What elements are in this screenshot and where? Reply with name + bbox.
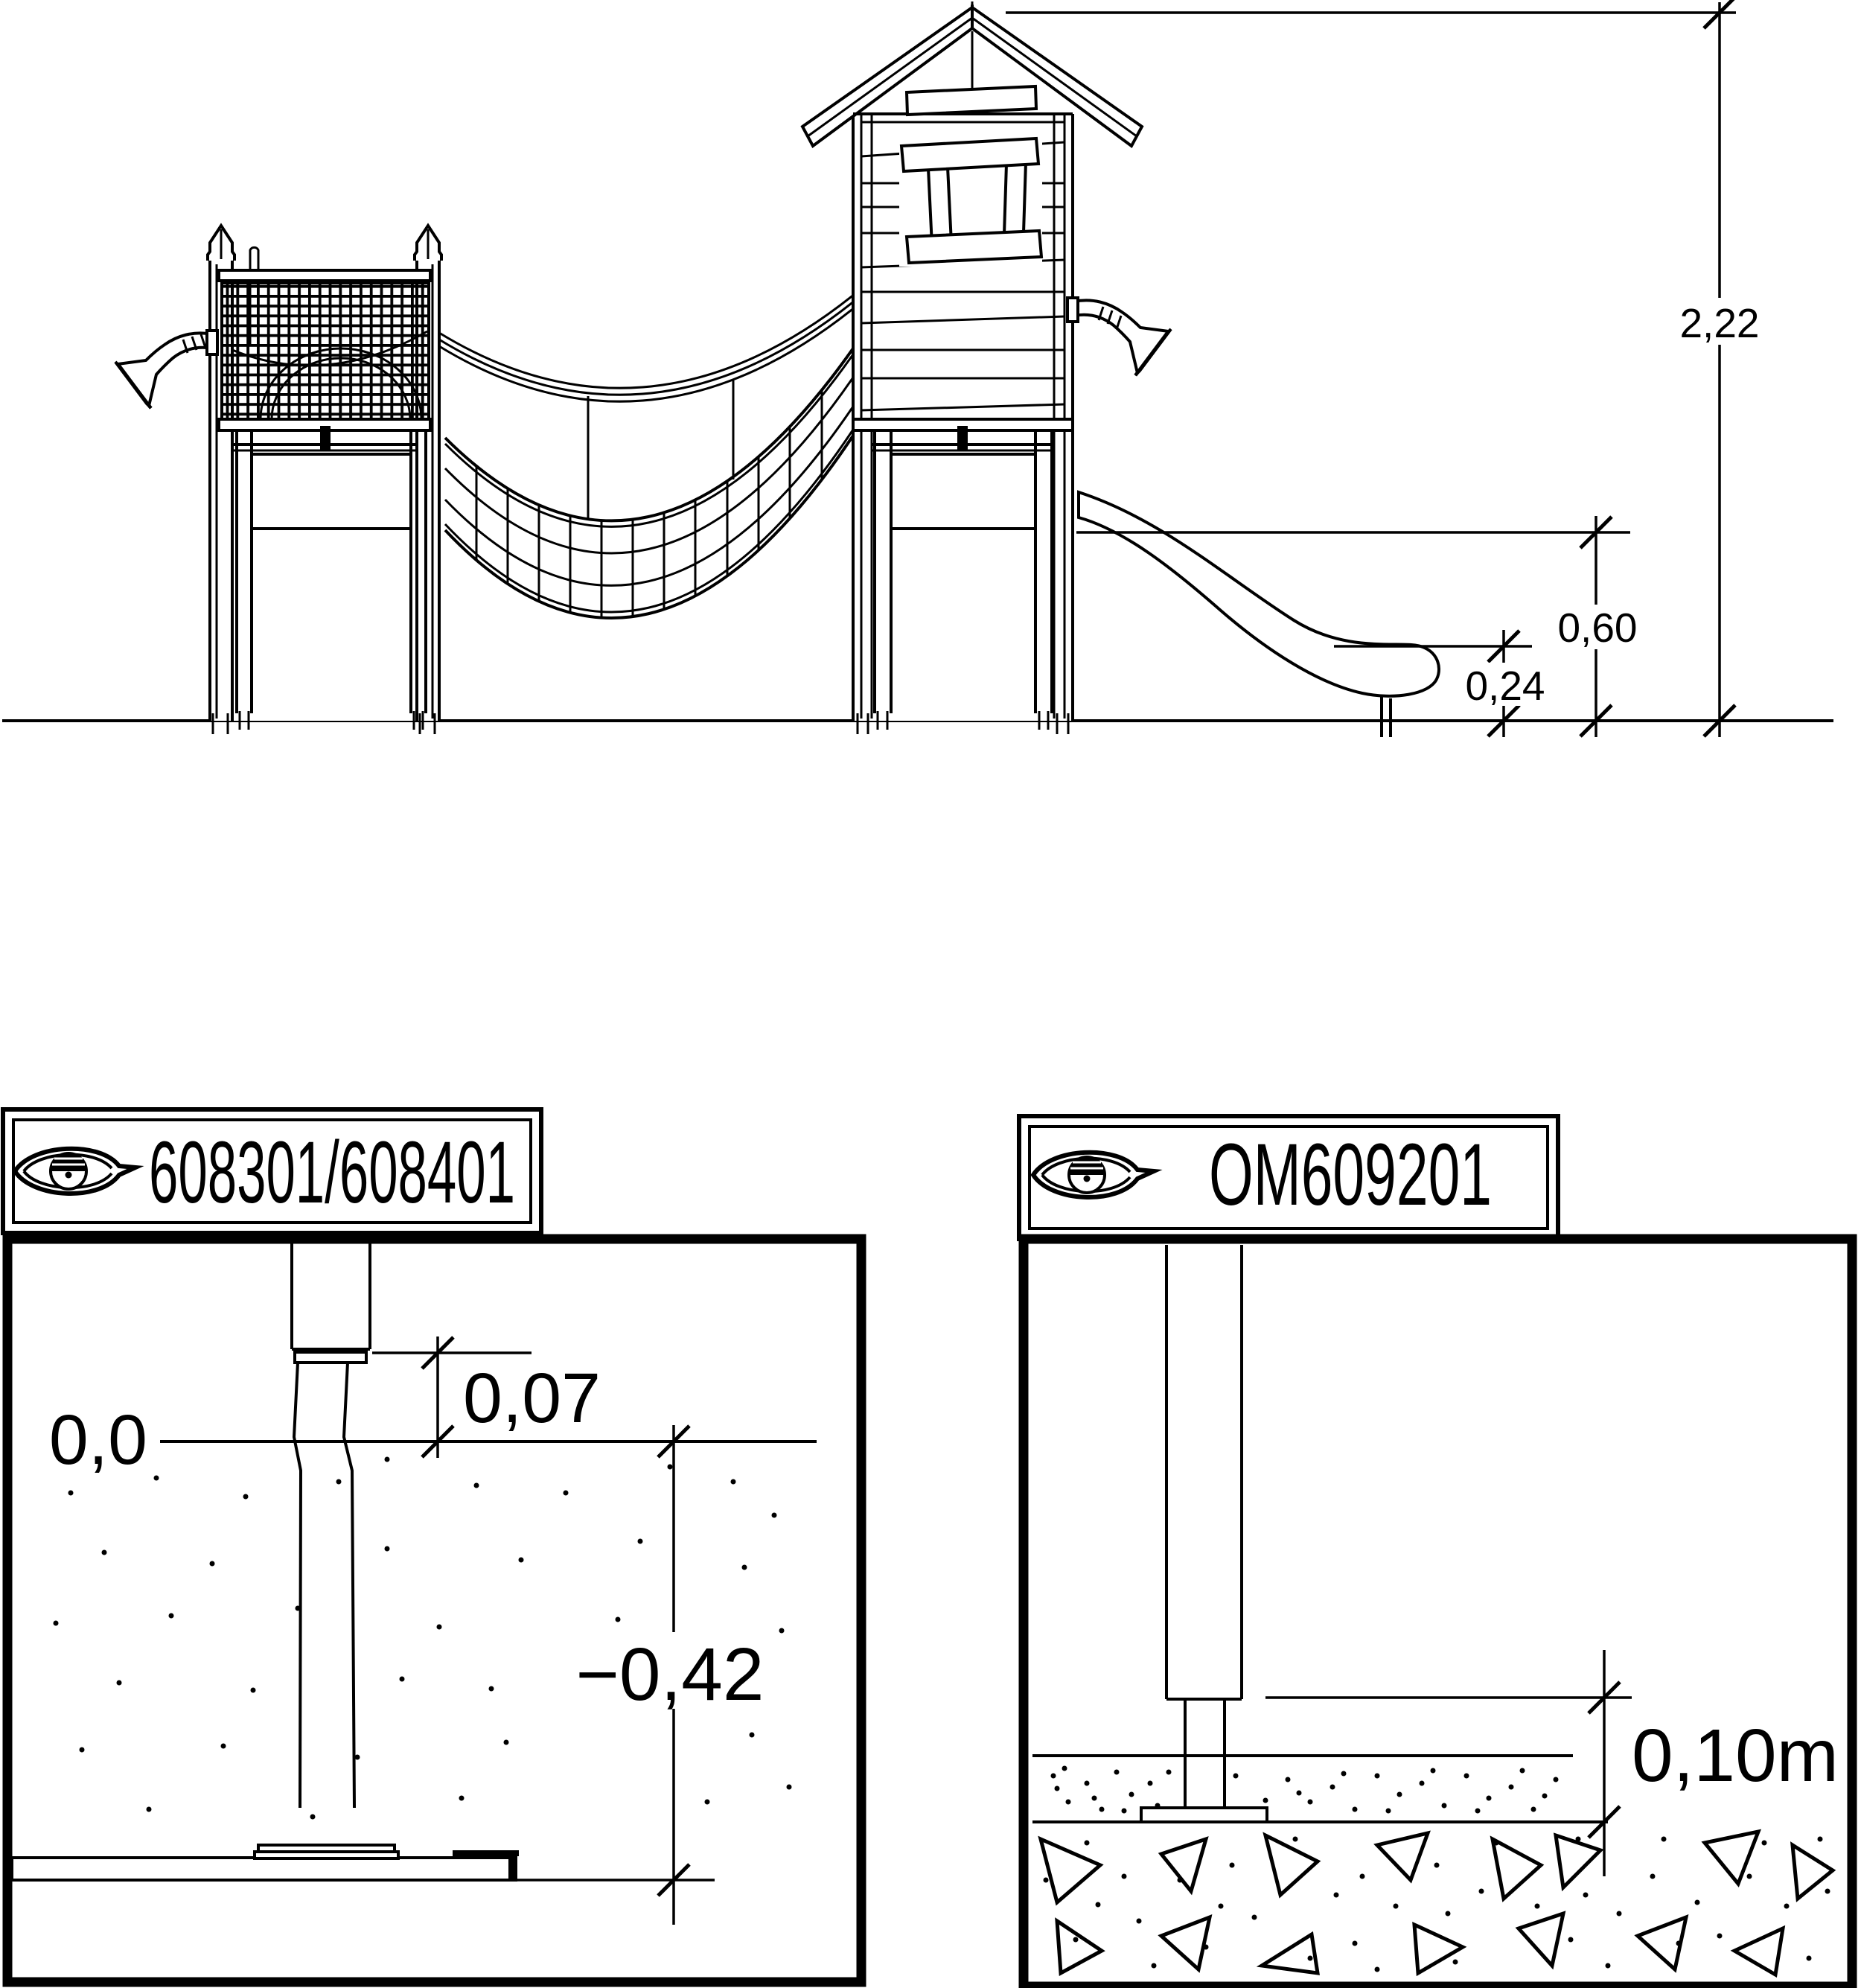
sand-texture: [1051, 1766, 1559, 1814]
detail-left-label: 608301/608401: [149, 1124, 515, 1222]
dim-label-offset: 0,07: [463, 1359, 601, 1438]
dim-label-deck-height: 0,60: [1557, 605, 1638, 651]
lower-panel: [252, 454, 411, 529]
detail-right-label: OM609201: [1209, 1126, 1492, 1224]
dim-label-lip-height: 0,24: [1465, 663, 1545, 709]
detail-box-left: [3, 1109, 861, 1982]
left-tower: [208, 223, 441, 734]
post-section: [292, 1243, 370, 1808]
dim-label-layer: 0,10m: [1632, 1714, 1839, 1797]
bracket: [957, 426, 968, 451]
playhouse-tower: [802, 1, 1142, 734]
dim-label-depth: −0,42: [575, 1633, 764, 1716]
window-sill: [907, 231, 1041, 263]
gravel-texture: [1041, 1832, 1833, 1975]
horn-right: [1067, 298, 1171, 375]
dim-offset: [372, 1337, 601, 1458]
window-header: [901, 138, 1038, 171]
post-section: [1141, 1245, 1267, 1822]
window: [899, 136, 1042, 267]
ground-level-label: 0,0: [48, 1401, 147, 1479]
top-rail: [219, 270, 430, 281]
bracket: [320, 426, 331, 451]
dim-label-total-height: 2,22: [1679, 300, 1760, 346]
horn-left: [115, 331, 217, 408]
foundation-slab: [12, 1845, 519, 1882]
climbing-net: [222, 283, 429, 419]
detail-right-frame: [1024, 1239, 1852, 1987]
lower-panel: [891, 454, 1035, 529]
bridge-net-verticals: [476, 390, 822, 618]
rope-bridge: [439, 294, 855, 618]
slide: [1079, 492, 1439, 737]
detail-box-right: [1019, 1116, 1852, 1987]
dim-depth: [512, 1425, 764, 1925]
elevation-view: [2, 0, 1833, 737]
